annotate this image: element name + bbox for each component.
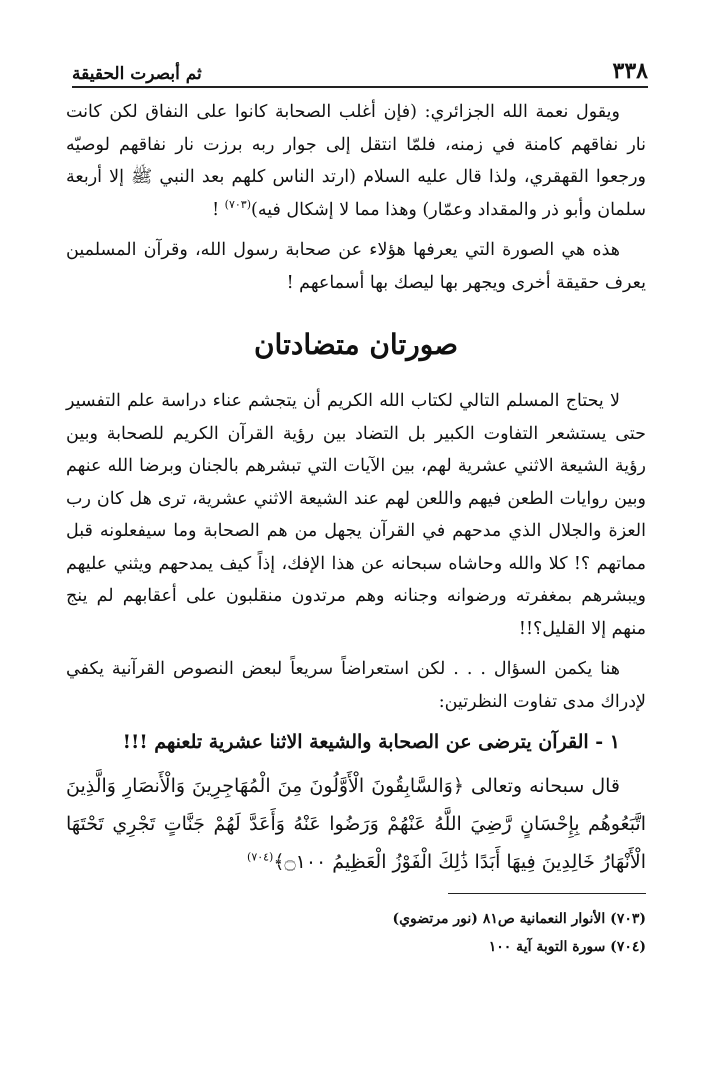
footnote-704: (٧٠٤) سورة التوبة آية ١٠٠ [488, 939, 646, 955]
page-body [66, 96, 646, 889]
running-title: ثم أبصرت الحقيقة [72, 64, 202, 84]
footnotes [72, 905, 646, 961]
paragraph-2: هذه هي الصورة التي يعرفها هؤلاء عن صحابة رسول الله، وقرآن المسلمين يعرف حقيقة أخرى ويجهر بها ليصك بها أسماعهم ! [66, 240, 646, 293]
footnote-ref-704: (٧٠٤) [247, 850, 274, 864]
paragraph-3: لا يحتاج المسلم التالي لكتاب الله الكريم أن يتجشم عناء دراسة علم التفسير حتى يستشعر التفاوت الكبير بل التضاد بين رؤية القرآن الكريم للصحابة وبين رؤية الشيعة الاثني عشرية لهم، بين الآيات التي تبشرهم بالجنان وبرضا الله عنهم وبين روايات الطعن فيهم واللعن لهم عند الشيعة الاثني عشرية، ترى هل كان رب العزة والجلال الذي مدحهم في القرآن يجهل من هم الصحابة وما سيفعلونه قبل مماتهم ؟! كلا والله وحاشاه سبحانه عن هذا الإفك، إذاً كيف يمدحهم ويثني عليهم ويبشرهم بمغفرته ورضوانه وجنانه وهم مرتدون منقلبون على أعقابهم لم ينج منهم إلا القليل؟!! [66, 391, 646, 639]
footnote-703: (٧٠٣) الأنوار النعمانية ص٨١ (نور مرتضوي) [392, 911, 646, 927]
subheading: ١ - القرآن يترضى عن الصحابة والشيعة الاثنا عشرية تلعنهم !!! [122, 731, 620, 753]
page-number: ٣٣٨ [612, 58, 648, 84]
paragraph-1-end: ! [212, 199, 225, 220]
page-header [72, 52, 648, 88]
paragraph-1-text: ويقول نعمة الله الجزائري: (فإن أغلب الصحابة كانوا على النفاق لكن كانت نار نفاقهم كامنة في زمنه، فلمّا انتقل إلى جوار ربه برزت نار نفاقهم لوصيّه ورجعوا القهقري، ولذا قال عليه السلام (ارتد الناس كلهم بعد النبي ﷺ إلا أربعة سلمان وأبو ذر والمقداد وعمّار) وهذا مما لا إشكال فيه) [66, 102, 646, 220]
paragraph-4: هنا يكمن السؤال . . . لكن استعراضاً سريعاً لبعض النصوص القرآنية يكفي لإدراك مدى تفاوت النظرتين: [66, 659, 646, 712]
footnote-divider [448, 893, 646, 894]
quran-verse: ﴿وَالسَّابِقُونَ الْأَوَّلُونَ مِنَ الْمُهَاجِرِينَ وَالْأَنصَارِ وَالَّذِينَ اتَّبَعُوهُم بِإِحْسَانٍ رَّضِيَ اللَّهُ عَنْهُمْ وَرَضُوا عَنْهُ وَأَعَدَّ لَهُمْ جَنَّاتٍ تَجْرِي تَحْتَهَا الْأَنْهَارُ خَالِدِينَ فِيهَا أَبَدًا ذَٰلِكَ الْفَوْزُ الْعَظِيمُ ۝١٠٠﴾ [66, 774, 646, 873]
paragraph-1 [66, 96, 646, 226]
footnote-ref-703: (٧٠٣) [224, 197, 251, 211]
quran-intro: قال سبحانه وتعالى [464, 774, 620, 797]
quran-paragraph [66, 767, 646, 881]
section-title: صورتان متضادتان [253, 328, 458, 361]
